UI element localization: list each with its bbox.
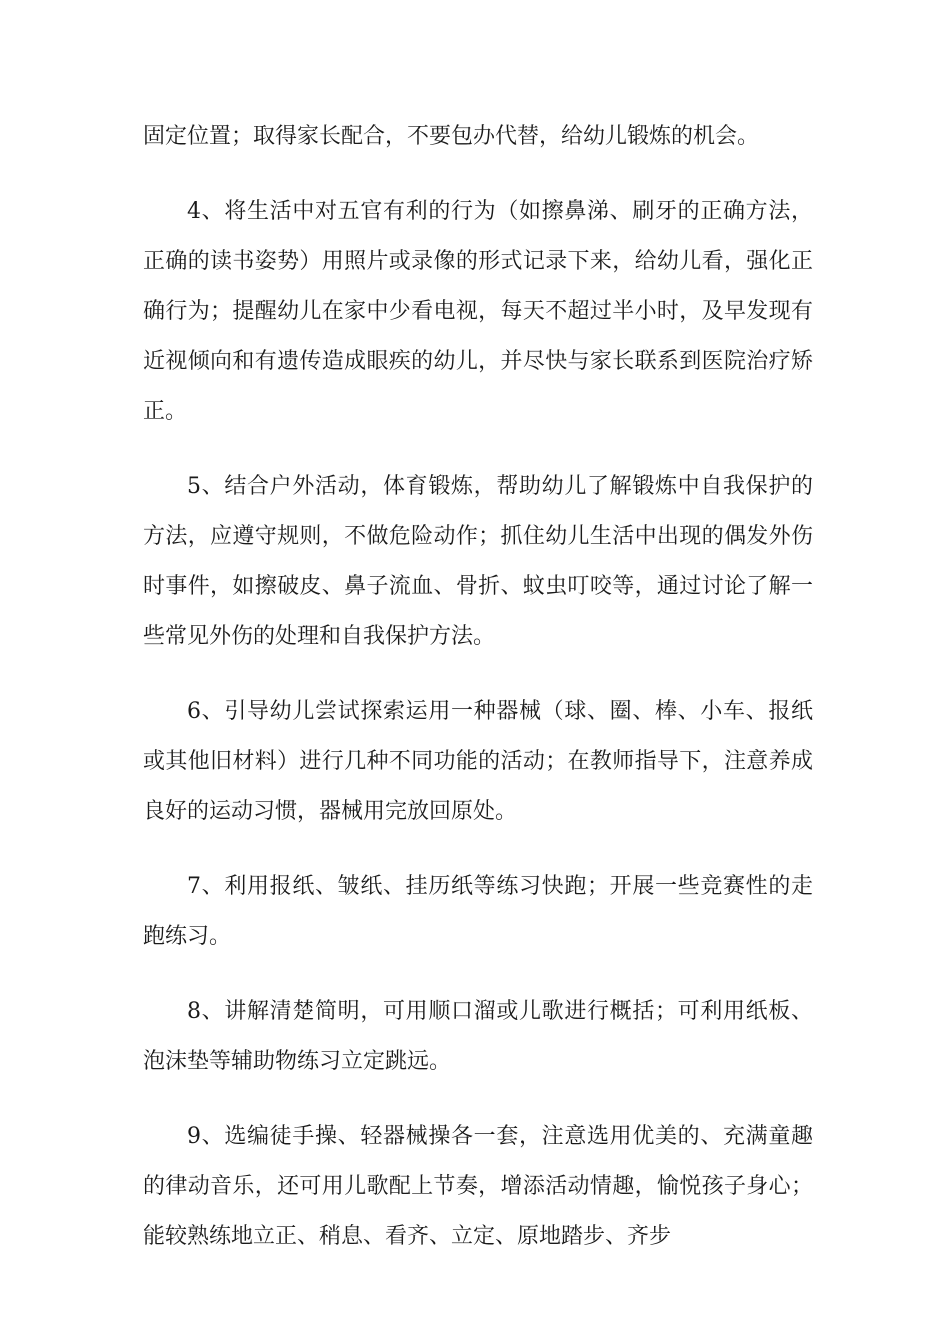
paragraph-continuation: 固定位置；取得家长配合，不要包办代替，给幼儿锻炼的机会。	[143, 124, 760, 149]
paragraph-item-4: 4、将生活中对五官有利的行为（如擦鼻涕、刷牙的正确方法，正确的读书姿势）用照片或录像的形式记录下来，给幼儿看，强化正确行为；提醒幼儿在家中少看电视，每天不超过半小时，及早发现有近视倾向和有遗传造成眼疾的幼儿，并尽快与家长联系到医院治疗矫正。	[143, 199, 813, 424]
paragraph-item-5: 5、结合户外活动，体育锻炼，帮助幼儿了解锻炼中自我保护的方法，应遵守规则，不做危险动作；抓住幼儿生活中出现的偶发外伤时事件，如擦破皮、鼻子流血、骨折、蚊虫叮咬等，通过讨论了解一些常见外伤的处理和自我保护方法。	[143, 474, 813, 649]
paragraph-item-9: 9、选编徒手操、轻器械操各一套，注意选用优美的、充满童趣的律动音乐，还可用儿歌配上节奏，增添活动情趣，愉悦孩子身心；能较熟练地立正、稍息、看齐、立定、原地踏步、齐步	[143, 1124, 813, 1249]
document-body	[143, 112, 813, 1287]
paragraph-item-6: 6、引导幼儿尝试探索运用一种器械（球、圈、棒、小车、报纸或其他旧材料）进行几种不同功能的活动；在教师指导下，注意养成良好的运动习惯，器械用完放回原处。	[143, 699, 813, 824]
paragraph-item-7: 7、利用报纸、皱纸、挂历纸等练习快跑；开展一些竞赛性的走跑练习。	[143, 874, 813, 949]
paragraph-item-8: 8、讲解清楚简明，可用顺口溜或儿歌进行概括；可利用纸板、泡沫垫等辅助物练习立定跳远。	[143, 999, 813, 1074]
